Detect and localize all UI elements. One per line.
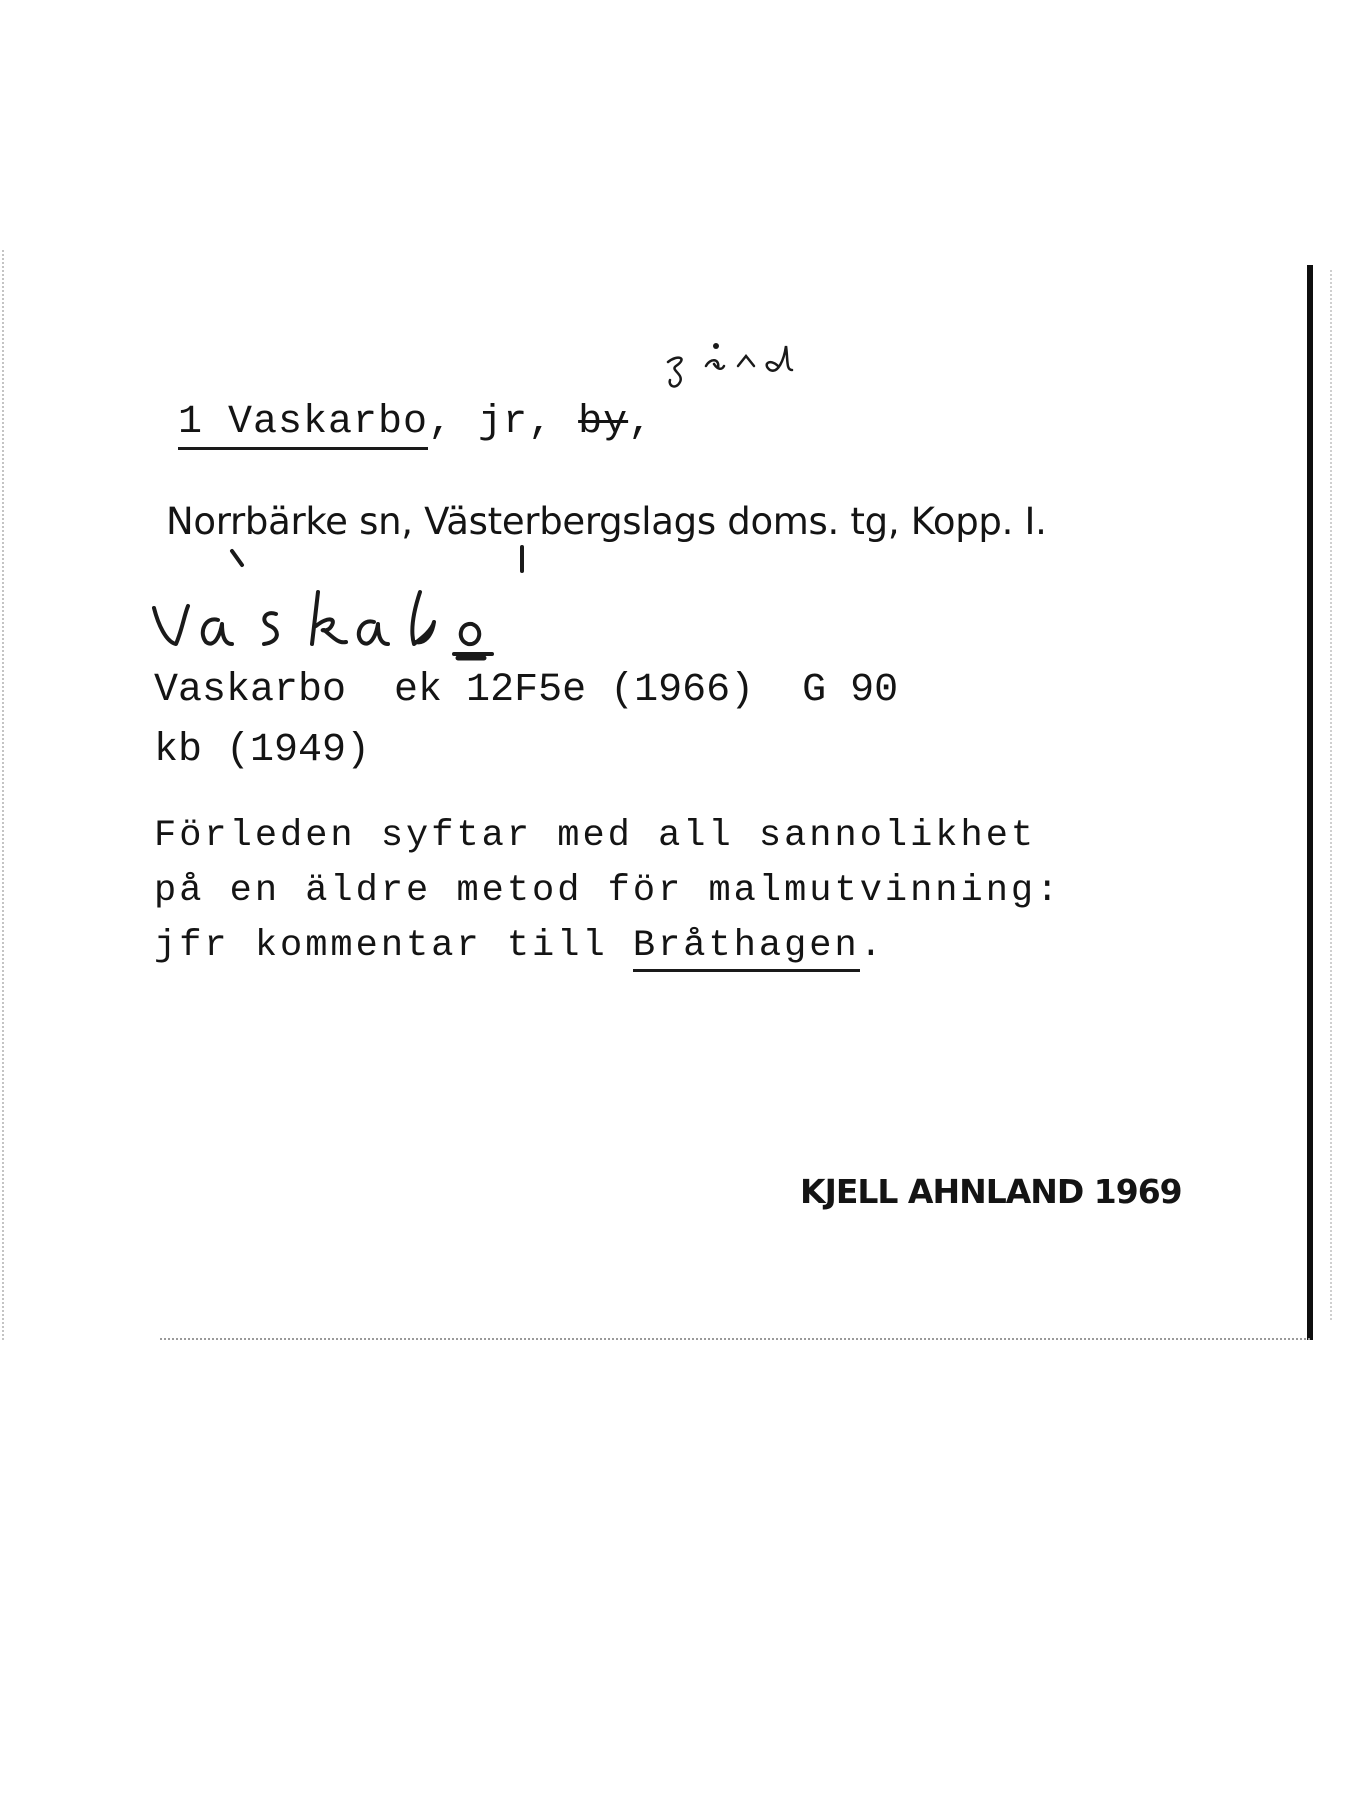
headword: Vaskarbo [228,400,429,445]
source-name: Vaskarbo [154,668,347,713]
headword-number: 1 [178,400,204,445]
location-line: Norrbärke sn, Västerbergslags doms. tg, Kopp. I. [166,500,1047,543]
comment-line-1: Förleden syftar med all sannolikhet [154,815,1037,857]
card-bottom-edge [160,1338,1310,1340]
source-map: ek 12F5e (1966) [394,668,755,713]
scan-edge-right [1330,270,1338,1320]
handwritten-correction [660,340,810,400]
card-right-edge [1307,265,1313,1340]
cross-reference: Bråthagen [633,925,860,972]
type-abbrev: jr [478,400,529,445]
headword-block [178,400,428,450]
comment-line-2: på en äldre metod för malmutvinning: [154,870,1062,912]
struck-word: by [578,400,629,445]
source-code: G 90 [802,668,899,713]
comment-suffix: . [859,925,885,967]
source-line-2: kb (1949) [154,728,371,773]
scan-edge-left [2,250,10,1340]
accent-marks [220,545,540,585]
comment-prefix: jfr kommentar till [154,925,633,967]
source-line-1 [154,668,898,713]
comment-line-3 [154,925,885,967]
signature: KJELL AHNLAND 1969 [800,1172,1182,1211]
headword-line: 1 Vaskarbo, jr, by, [178,400,653,445]
pronunciation-handwritten [148,580,588,670]
